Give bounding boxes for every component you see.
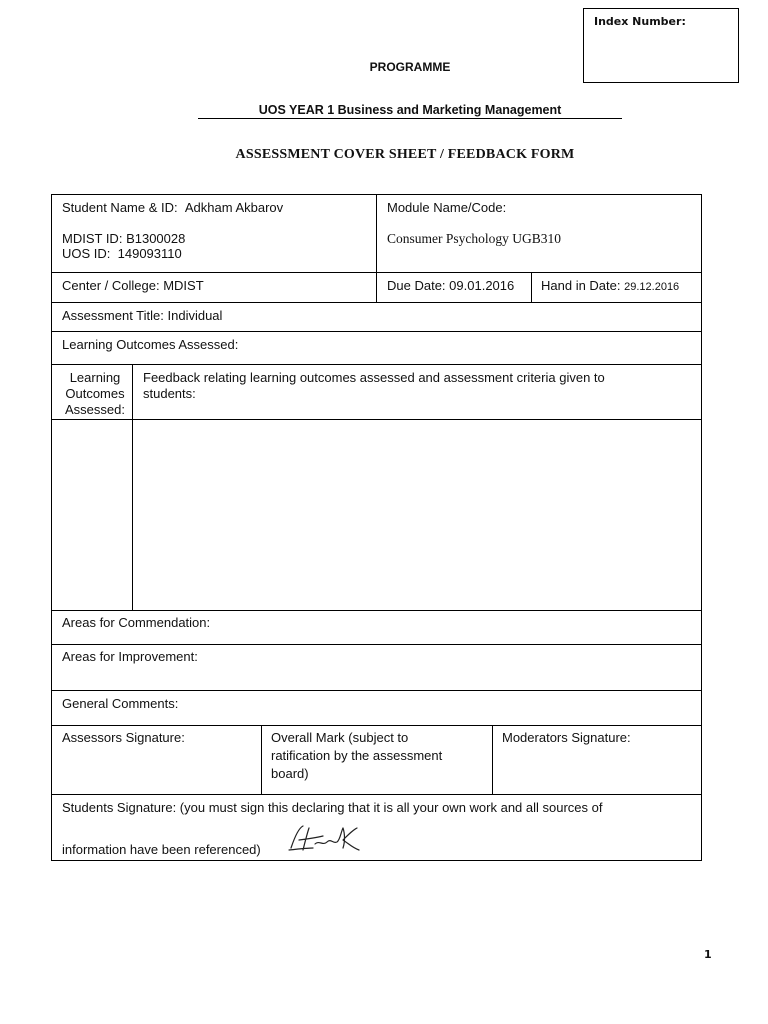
module-label: Module Name/Code: [387,200,507,215]
improvement-label: Areas for Improvement: [62,649,198,664]
mdist-id-label: MDIST ID: [62,231,123,246]
student-name-label: Student Name & ID: [62,200,178,215]
row-divider [51,725,702,726]
column-divider [492,725,493,795]
assessors-signature-label: Assessors Signature: [62,730,185,745]
overall-mark-line: ratification by the assessment [271,748,443,763]
uos-id-value: 149093110 [117,246,182,261]
column-divider [261,725,262,795]
student-name-row [62,200,283,216]
row-divider [51,331,702,332]
table-border-right [701,194,702,861]
column-divider [531,272,532,303]
feedback-header-line: students: [143,386,196,401]
row-divider [51,364,702,365]
overall-mark-line: board) [271,766,309,781]
due-date-label: Due Date: [387,278,446,293]
programme-heading: PROGRAMME [369,60,451,74]
student-signature [285,822,365,859]
lo-cell[interactable] [52,420,132,610]
commendation-label: Areas for Commendation: [62,615,211,630]
center-label: Center / College: [62,278,160,293]
column-divider [376,194,377,303]
mdist-id-value: B1300028 [126,231,186,246]
due-date-row [387,278,514,294]
lo-header-line: Outcomes [65,386,125,401]
mdist-id-row [62,231,185,247]
assessment-title-label: Assessment Title: [62,308,164,323]
feedback-header-line: Feedback relating learning outcomes assessed and assessment criteria given to [143,370,605,385]
uos-id-label: UOS ID: [62,246,111,261]
learning-outcomes-assessed: Learning Outcomes Assessed: [62,337,239,352]
moderators-signature-label: Moderators Signature: [502,730,631,745]
row-divider [51,690,702,691]
center-value: MDIST [163,278,204,293]
center-row [62,278,204,294]
lo-column-header [62,370,128,418]
feedback-cell[interactable] [133,420,701,610]
assessment-title-value: Individual [167,308,223,323]
due-date-value: 09.01.2016 [449,278,515,293]
lo-header-line: Learning [69,370,121,385]
course-title: UOS YEAR 1 Business and Marketing Management [198,102,622,119]
overall-mark-line: Overall Mark (subject to [271,730,409,745]
form-title: ASSESSMENT COVER SHEET / FEEDBACK FORM [235,147,575,162]
students-signature-label-cont: information have been referenced) [62,842,261,857]
table-border-bottom [51,860,702,861]
assessment-title-row [62,308,222,324]
general-comments-label: General Comments: [62,696,179,711]
overall-mark-label [271,730,442,782]
student-name-value: Adkham Akbarov [184,200,284,215]
lo-header-line: Assessed: [65,402,125,417]
index-number-label: Index Number: [594,15,686,28]
feedback-header [143,370,605,402]
row-divider [51,610,702,611]
row-divider [51,644,702,645]
hand-in-label: Hand in Date: [541,278,621,293]
uos-id-row [62,246,182,262]
students-signature-label: Students Signature: (you must sign this declaring that it is all your own work and all sources of [62,800,603,815]
hand-in-row [541,278,679,295]
module-value: Consumer Psychology UGB310 [387,231,562,246]
row-divider [51,794,702,795]
hand-in-value: 29.12.2016 [624,281,680,293]
page-number: 1 [704,948,712,961]
